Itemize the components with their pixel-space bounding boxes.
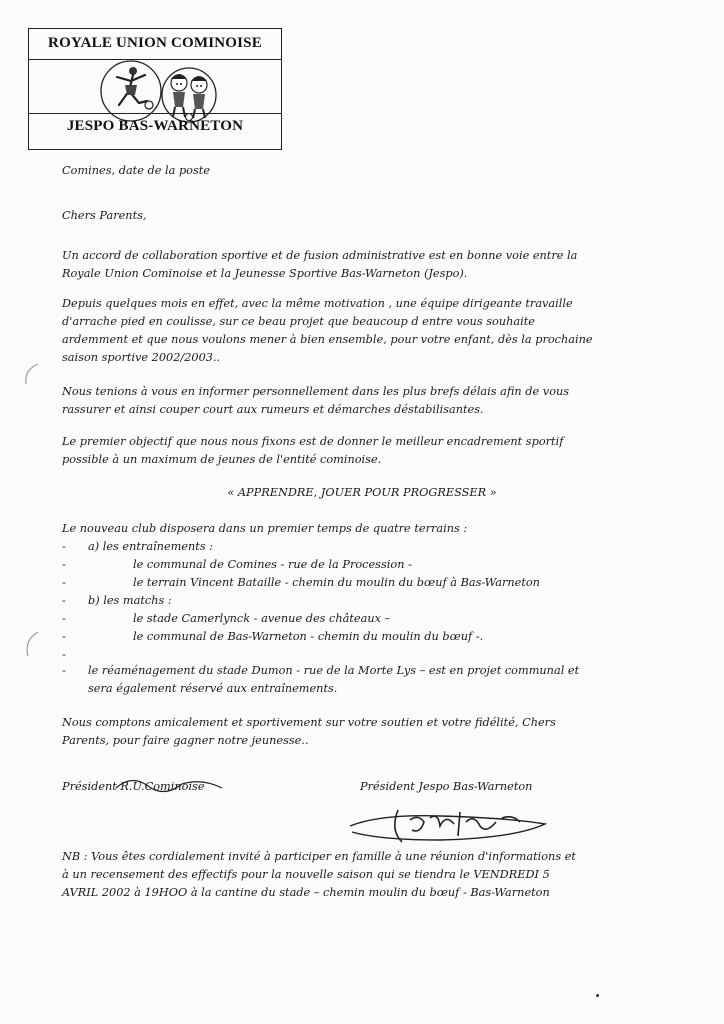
paragraph-line: Nous tenions à vous en informer personnellement dans les plus brefs délais afin de vous: [62, 385, 570, 398]
list-item: le terrain Vincent Bataille - chemin du moulin du bœuf à Bas-Warneton: [133, 576, 540, 589]
signature-scribble-left-icon: [112, 772, 232, 794]
paragraph-motivation: [62, 295, 662, 367]
list-item: le stade Camerlynck - avenue des châteaux –: [133, 612, 391, 625]
list-dash: -: [62, 664, 66, 677]
paragraph-collaboration: [62, 247, 662, 283]
handwritten-signature-icon: [340, 800, 555, 852]
paragraph-objective: [62, 433, 662, 469]
paragraph-inform: [62, 383, 662, 419]
signatory-left: [62, 778, 205, 796]
scan-speck: [596, 994, 599, 997]
punch-hole-mark-icon: [18, 630, 42, 660]
signatory-left-label: Président R.U.Cominoise: [62, 780, 205, 793]
paragraph-line: Depuis quelques mois en effet, avec la même motivation , une équipe dirigeante travaille: [62, 297, 573, 310]
paragraph-line: possible à un maximum de jeunes de l'entité cominoise.: [62, 453, 382, 466]
place-date: Comines, date de la poste: [62, 164, 210, 177]
list-dash: -: [62, 648, 66, 661]
club-logo-icon: [89, 55, 229, 125]
list-item: le communal de Comines - rue de la Procession -: [133, 558, 412, 571]
punch-hole-mark-icon: [18, 362, 42, 386]
list-item-renovation-cont: sera également réservé aux entraînements.: [88, 682, 338, 695]
signatory-right: [360, 778, 532, 796]
terrains-intro: Le nouveau club disposera dans un premier temps de quatre terrains :: [62, 522, 468, 535]
letterhead-club-name-top: ROYALE UNION COMINOISE: [48, 35, 262, 51]
paragraph-line: rassurer et ainsi couper court aux rumeurs et démarches déstabilisantes.: [62, 403, 484, 416]
list-item: le communal de Bas-Warneton - chemin du moulin du bœuf -.: [133, 630, 484, 643]
list-item-matches: b) les matchs :: [88, 594, 172, 607]
list-dash: -: [62, 594, 66, 607]
paragraph-line: ardemment et que nous voulons mener à bien ensemble, pour votre enfant, dès la prochaine: [62, 333, 593, 346]
paragraph-closing: [62, 714, 662, 750]
paragraph-line: Nous comptons amicalement et sportivement sur votre soutien et votre fidélité, Chers: [62, 716, 556, 729]
signatory-right-label: Président Jespo Bas-Warneton: [360, 780, 533, 793]
paragraph-line: Parents, pour faire gagner notre jeunesse..: [62, 734, 309, 747]
list-dash: -: [62, 558, 66, 571]
list-dash: -: [62, 576, 66, 589]
paragraph-line: à un recensement des effectifs pour la nouvelle saison qui se tiendra le VENDREDI 5: [62, 868, 550, 881]
list-dash: -: [62, 612, 66, 625]
paragraph-line: NB : Vous êtes cordialement invité à participer en famille à une réunion d'informations et: [62, 850, 576, 863]
list-dash: -: [62, 540, 66, 553]
list-dash: -: [62, 630, 66, 643]
paragraph-nb: [62, 848, 662, 902]
salutation: Chers Parents,: [62, 209, 147, 222]
letterhead-club-name-bottom: JESPO BAS-WARNETON: [66, 118, 244, 134]
list-item-renovation: le réaménagement du stade Dumon - rue de la Morte Lys – est en projet communal et: [88, 664, 580, 677]
paragraph-line: saison sportive 2002/2003..: [62, 351, 221, 364]
paragraph-line: Un accord de collaboration sportive et de fusion administrative est en bonne voie entre la: [62, 249, 578, 262]
motto: « APPRENDRE, JOUER POUR PROGRESSER »: [227, 486, 497, 499]
letterhead: [28, 28, 282, 150]
paragraph-line: AVRIL 2002 à 19HOO à la cantine du stade – chemin moulin du bœuf - Bas-Warneton: [62, 886, 550, 899]
list-item-trainings: a) les entraînements :: [88, 540, 214, 553]
paragraph-line: d'arrache pied en coulisse, sur ce beau projet que beaucoup d entre vous souhaite: [62, 315, 535, 328]
paragraph-line: Royale Union Cominoise et la Jeunesse Sportive Bas-Warneton (Jespo).: [62, 267, 468, 280]
paragraph-line: Le premier objectif que nous nous fixons est de donner le meilleur encadrement sportif: [62, 435, 564, 448]
